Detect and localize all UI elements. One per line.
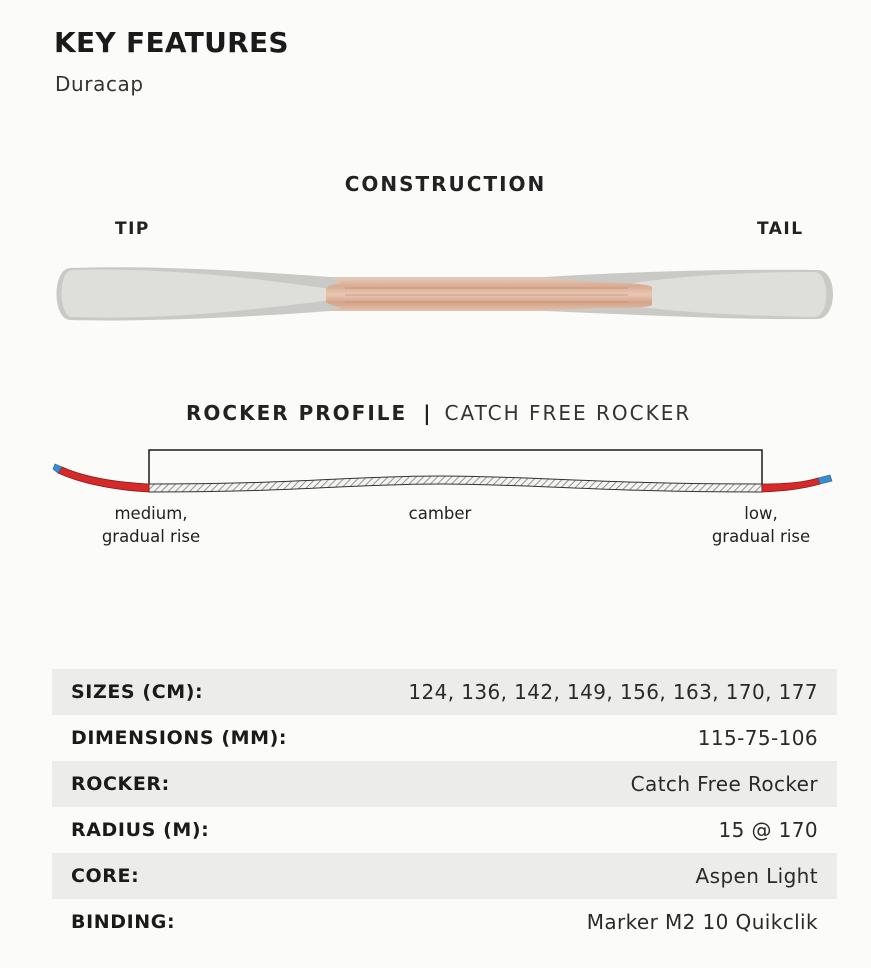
tip-rise-line1: medium,	[114, 504, 188, 523]
spec-label: DIMENSIONS (MM):	[71, 727, 288, 749]
spec-label: BINDING:	[71, 911, 176, 933]
rocker-profile-heading	[186, 401, 691, 425]
spec-row-dimensions	[52, 715, 837, 761]
tip-rocker	[58, 467, 149, 492]
spec-label: RADIUS (M):	[71, 819, 210, 841]
tail-rocker	[762, 478, 820, 492]
spec-row-sizes	[52, 669, 837, 715]
rocker-type: CATCH FREE ROCKER	[444, 401, 692, 425]
spec-label: SIZES (CM):	[71, 681, 204, 703]
key-features-subtitle: Duracap	[55, 72, 144, 96]
tip-rise-line2: gradual rise	[101, 527, 201, 546]
spec-value: Aspen Light	[695, 864, 818, 888]
spec-row-rocker	[52, 761, 837, 807]
camber-base	[149, 476, 762, 492]
spec-row-core	[52, 853, 837, 899]
rocker-profile-title: ROCKER PROFILE	[186, 401, 408, 425]
spec-value: Catch Free Rocker	[630, 772, 818, 796]
tip-label: TIP	[115, 219, 150, 239]
spec-value: Marker M2 10 Quikclik	[586, 910, 818, 934]
tail-rise-line1: low,	[744, 504, 778, 523]
tail-rise-label	[690, 502, 832, 548]
spec-value: 115-75-106	[697, 726, 818, 750]
key-features-title: KEY FEATURES	[54, 26, 289, 59]
tip-rise-label	[70, 502, 232, 548]
spec-label: CORE:	[71, 865, 140, 887]
tail-label: TAIL	[757, 219, 804, 239]
tail-rise-line2: gradual rise	[711, 527, 811, 546]
rocker-heading-separator: |	[423, 401, 433, 425]
camber-label: camber	[408, 504, 472, 523]
ski-construction-diagram	[0, 255, 871, 335]
spec-label: ROCKER:	[71, 773, 170, 795]
tail-edge	[818, 475, 832, 484]
rocker-profile-diagram	[0, 440, 871, 500]
spec-row-binding	[52, 899, 837, 945]
spec-row-radius	[52, 807, 837, 853]
spec-value: 124, 136, 142, 149, 156, 163, 170, 177	[408, 680, 818, 704]
spec-value: 15 @ 170	[718, 818, 818, 842]
specs-table	[52, 669, 837, 945]
construction-heading: CONSTRUCTION	[344, 172, 547, 196]
